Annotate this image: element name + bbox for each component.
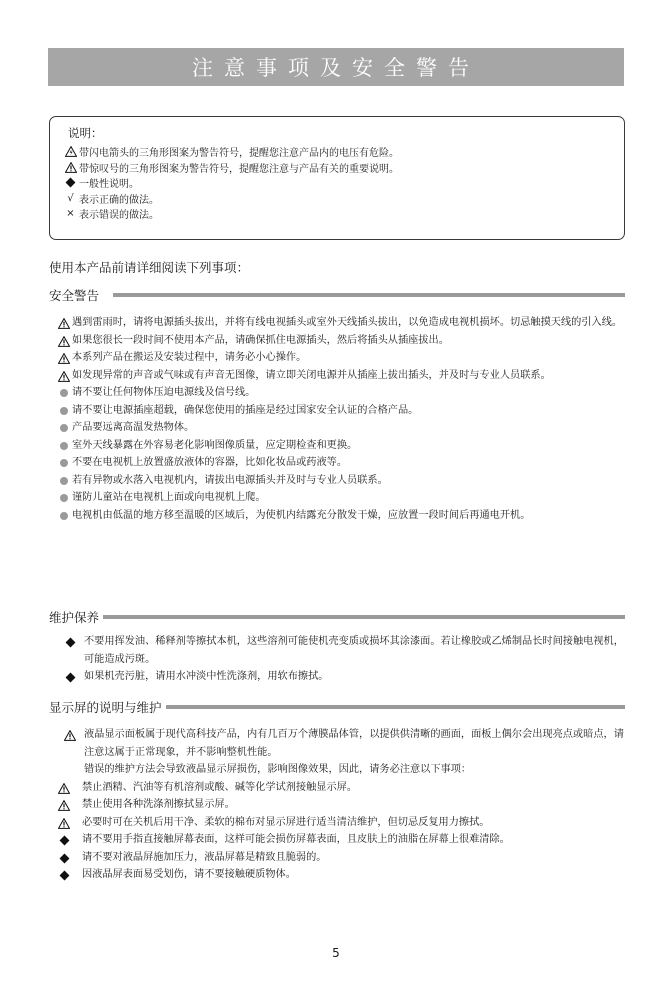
list-item-text: 错误的维护方法会导致液晶显示屏损伤，影响图像效果，因此，请务必注意以下事项：: [84, 764, 472, 775]
list-item-text: 因液晶屏表面易受划伤，请不要接触硬质物体。: [82, 869, 296, 880]
check-icon: √: [67, 192, 74, 204]
exclamation-warning-icon: [56, 814, 72, 832]
legend-text: 一般性说明。: [79, 179, 139, 191]
legend-text: 带闪电箭头的三角形图案为警告符号，提醒您注意产品内的电压有危险。: [79, 148, 399, 160]
list-item: [56, 796, 626, 814]
list-item-text: 不要用挥发油、稀释剂等擦拭本机，这些溶剂可能使机壳变质或损坏其涂漆面。若让橡胶或乙烯制品长时间接触电视机，可能造成污斑。: [84, 636, 624, 665]
section-heading-display: [49, 698, 625, 716]
diamond-icon: [56, 849, 72, 867]
legend-box: [49, 116, 625, 240]
section-divider: [113, 293, 625, 297]
bullet-dot-icon: [56, 489, 72, 507]
list-item-text: 产品要远离高温发热物体。: [72, 422, 195, 433]
list-item: [56, 314, 626, 332]
list-item: [56, 831, 626, 849]
list-item-text: 请不要让电源插座超载，确保您使用的插座是经过国家安全认证的合格产品。: [72, 404, 419, 416]
section-title: 显示屏的说明与维护: [49, 700, 162, 715]
section-title: 维护保养: [49, 610, 100, 625]
list-item: [56, 866, 626, 884]
list-item-text: 液晶显示面板属于现代高科技产品，内有几百万个薄膜晶体管，以提供供清晰的画面，面板上偶尔会出现亮点或暗点，请注意这属于正常现象，并不影响整机性能。: [84, 729, 624, 758]
legend-text: 表示错误的做法。: [79, 210, 159, 222]
list-item: [56, 507, 626, 525]
exclamation-warning-icon: [62, 162, 79, 173]
maintenance-list: [56, 633, 626, 686]
exclamation-warning-icon: [56, 726, 84, 761]
list-item-text: 遇到雷雨时，请将电源插头拔出，并将有线电视插头或室外天线插头拔出，以免造成电视机损坏。切忌触摸天线的引入线。: [72, 317, 623, 328]
list-item: [56, 349, 626, 367]
list-item-text: 本系列产品在搬运及安装过程中，请务必小心操作。: [72, 352, 307, 363]
display-list: [56, 726, 626, 884]
legend-row: [62, 144, 612, 160]
bullet-dot-icon: [56, 419, 72, 437]
legend-row: [62, 175, 612, 191]
exclamation-warning-icon: [56, 332, 72, 350]
exclamation-warning-icon: [56, 796, 72, 814]
list-item: [56, 332, 626, 350]
section-heading-maintenance: [49, 608, 625, 626]
list-item: [56, 454, 626, 472]
list-item-text: 不要在电视机上放置盛放液体的容器，比如化妆品或药液等。: [72, 457, 348, 468]
list-item-text: 若有异物或水落入电视机内，请拔出电源插头并及时与专业人员联系。: [72, 474, 388, 486]
list-item-text: 禁止使用各种洗涤剂擦拭显示屏。: [82, 799, 235, 810]
bullet-dot-icon: [56, 472, 72, 490]
diamond-icon: [62, 179, 79, 186]
list-item-text: 谨防儿童站在电视机上面或向电视机上爬。: [72, 492, 266, 503]
list-item: [56, 779, 626, 797]
bullet-dot-icon: [56, 437, 72, 455]
bullet-dot-icon: [56, 402, 72, 420]
list-item: [56, 419, 626, 437]
list-item: [56, 402, 626, 420]
list-item: [56, 726, 626, 761]
diamond-icon: [56, 831, 72, 849]
list-item: [56, 814, 626, 832]
bullet-dot-icon: [56, 384, 72, 402]
list-item-text: 电视机由低温的地方移至温暖的区域后，为使机内结露充分散发干燥，应放置一段时间后再通电开机。: [72, 509, 531, 521]
list-item-text: 禁止酒精、汽油等有机溶剂或酸、碱等化学试剂接触显示屏。: [82, 781, 358, 793]
list-item-text: 室外天线暴露在外容易老化影响图像质量，应定期检查和更换。: [72, 439, 358, 451]
diamond-icon: [56, 633, 84, 668]
list-item-text: 如果机壳污脏，请用水冲淡中性洗涤剂，用软布擦拭。: [84, 671, 329, 682]
page-banner-title: 注意事项及安全警告: [48, 48, 624, 86]
section-divider: [103, 615, 625, 619]
legend-text: 带惊叹号的三角形图案为警告符号，提醒您注意与产品有关的重要说明。: [79, 163, 399, 175]
list-item: [56, 849, 626, 867]
list-item-text: 必要时可在关机后用干净、柔软的棉布对显示屏进行适当清洁维护，但切忌反复用力擦拭。: [82, 816, 490, 828]
diamond-icon: [56, 668, 84, 686]
legend-text: 表示正确的做法。: [79, 194, 159, 206]
legend-row: [62, 206, 612, 222]
list-item: [56, 633, 626, 668]
section-divider: [166, 705, 625, 709]
list-item: [56, 437, 626, 455]
list-item: [56, 367, 626, 385]
list-item: [56, 472, 626, 490]
legend-title: 说明：: [68, 126, 103, 140]
legend-row: [62, 160, 612, 176]
list-item: [56, 668, 626, 686]
section-title: 安全警告: [49, 288, 100, 303]
cross-icon: ×: [66, 208, 75, 220]
exclamation-warning-icon: [56, 367, 72, 385]
list-item-text: 请不要对液晶屏施加压力，液晶屏幕是精致且脆弱的。: [82, 851, 327, 863]
lightning-warning-icon: [62, 146, 79, 157]
exclamation-warning-icon: [56, 779, 72, 797]
diamond-icon: [56, 866, 72, 884]
exclamation-warning-icon: [56, 349, 72, 367]
list-item: [56, 384, 626, 402]
list-item-text: 请不要用手指直接触屏幕表面，这样可能会损伤屏幕表面，且皮肤上的油脂在屏幕上很难清除。: [82, 834, 510, 845]
bullet-dot-icon: [56, 454, 72, 472]
safety-list: [56, 314, 626, 524]
list-item-text: 如发现异常的声音或气味或有声音无图像，请立即关闭电源并从插座上拔出插头，并及时与专业人员联系。: [72, 369, 551, 381]
bullet-dot-icon: [56, 507, 72, 525]
list-item: [56, 761, 626, 779]
page-number: 5: [332, 946, 340, 960]
list-item: [56, 489, 626, 507]
section-heading-safety: [49, 286, 625, 304]
intro-heading: 使用本产品前请详细阅读下列事项：: [49, 260, 250, 275]
exclamation-warning-icon: [56, 314, 72, 332]
list-item-text: 请不要让任何物体压迫电源线及信号线。: [72, 387, 256, 398]
legend-row: [62, 191, 612, 207]
list-item-text: 如果您很长一段时间不使用本产品，请确保抓住电源插头，然后将插头从插座拔出。: [72, 334, 449, 346]
